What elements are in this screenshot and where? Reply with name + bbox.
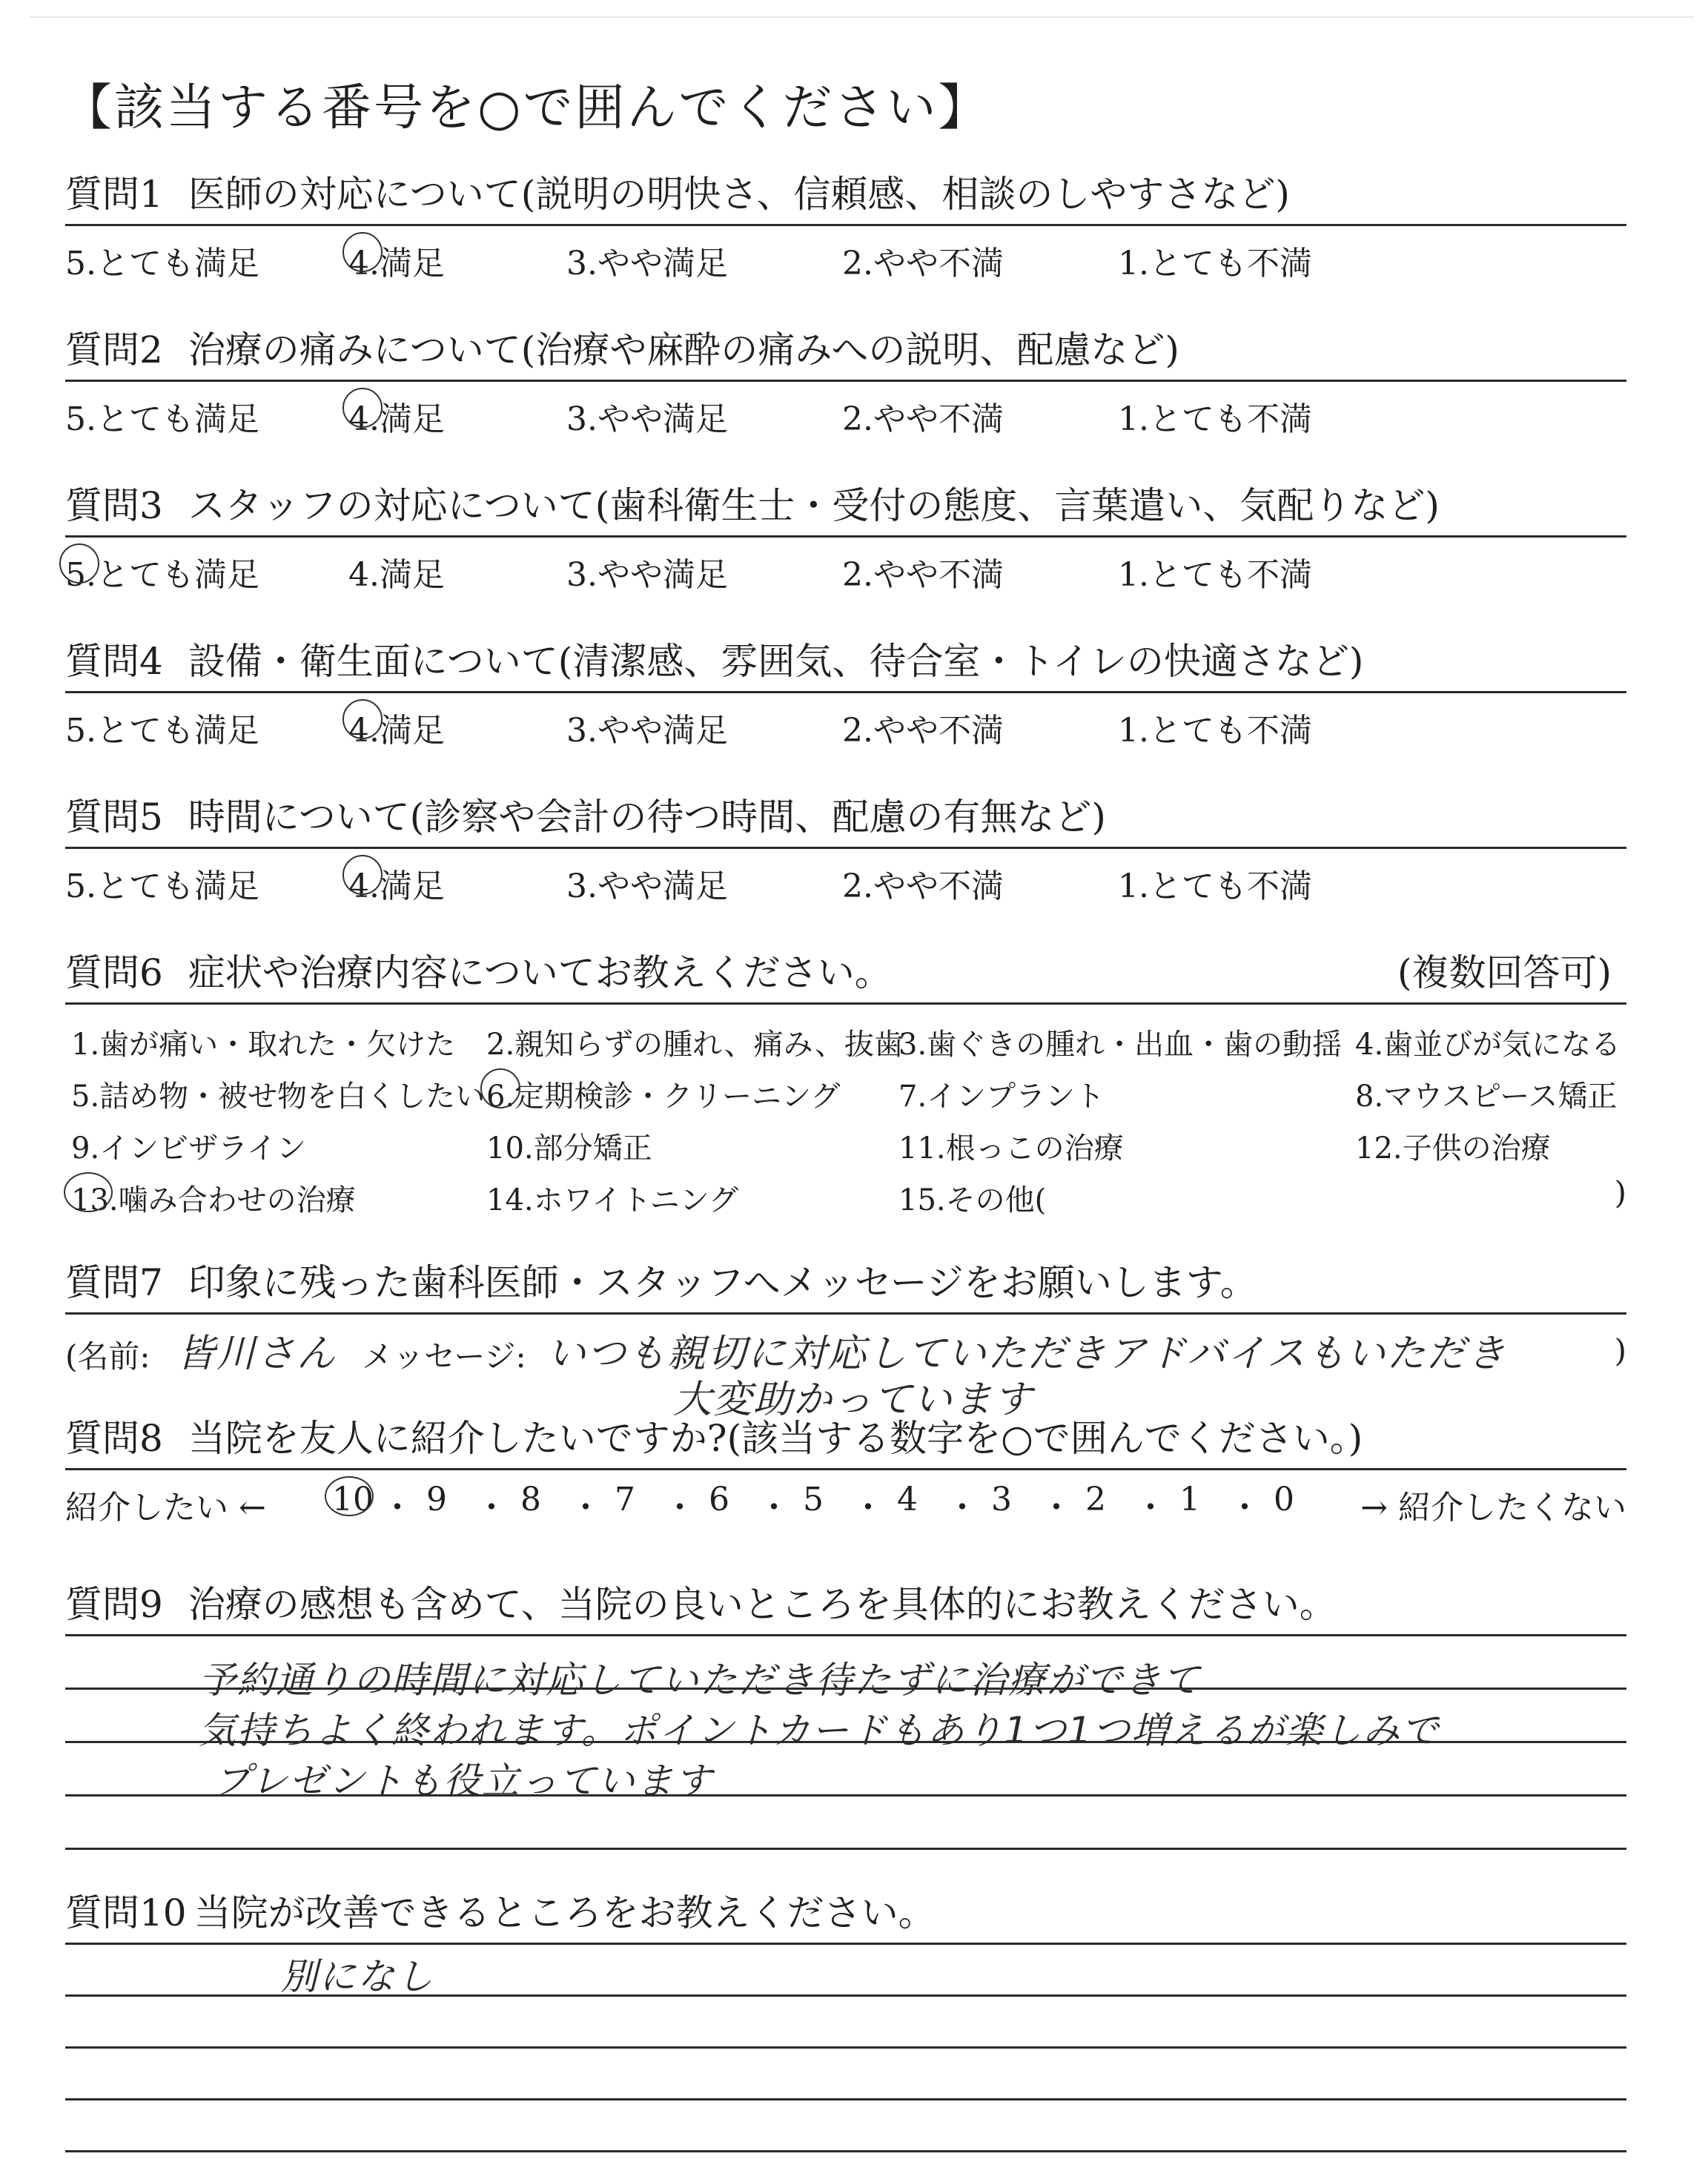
rating-option[interactable]: 2.やや不満	[842, 867, 1004, 905]
symptom-option[interactable]: 3.歯ぐきの腫れ・出血・歯の動揺	[898, 1028, 1343, 1062]
symptom-option[interactable]: 6.定期検診・クリーニング	[486, 1073, 840, 1115]
symptom-options	[65, 1015, 1626, 1237]
rating-option[interactable]: 4.満足	[348, 392, 445, 440]
question-number: 質問4	[65, 640, 163, 683]
question-4	[65, 632, 1626, 750]
symptom-option[interactable]: 12.子供の治療	[1355, 1131, 1551, 1166]
scale-number[interactable]: 8	[520, 1481, 541, 1518]
answer-circle-mark	[342, 699, 383, 739]
question-2	[65, 320, 1626, 438]
scale-number[interactable]: 1	[1179, 1481, 1200, 1518]
question-heading	[65, 320, 1626, 382]
multiple-answers-note: (複数回答可)	[1397, 951, 1612, 994]
scale-number[interactable]: 7	[615, 1481, 635, 1518]
scale-separator-dot: ・	[1134, 1489, 1167, 1527]
message-label: メッセージ:	[362, 1338, 526, 1375]
question-number: 質問9	[65, 1583, 163, 1626]
answer-handwritten-line-3: プレゼントも役立っています	[214, 1759, 713, 1802]
question-heading	[65, 476, 1626, 538]
question-heading	[65, 1409, 1626, 1470]
symptom-option[interactable]: 1.歯が痛い・取れた・欠けた	[71, 1028, 456, 1062]
scale-number[interactable]: 10	[332, 1481, 374, 1518]
scale-separator-dot: ・	[946, 1489, 979, 1527]
rating-option[interactable]: 1.とても不満	[1118, 867, 1312, 905]
rating-option[interactable]: 2.やや不満	[842, 245, 1004, 282]
scale-number[interactable]: 3	[991, 1481, 1012, 1518]
rating-option[interactable]: 4.満足	[348, 556, 445, 594]
rating-option[interactable]: 4.満足	[348, 859, 445, 907]
question-number: 質問1	[65, 173, 163, 216]
symptom-option[interactable]: 2.親知らずの腫れ、痛み、抜歯	[486, 1028, 904, 1062]
answer-rule	[65, 2150, 1626, 2152]
rating-option[interactable]: 2.やや不満	[842, 556, 1004, 594]
answer-rule	[65, 1634, 1626, 1636]
rating-option[interactable]: 3.やや満足	[566, 867, 728, 905]
answer-circle-mark	[342, 388, 383, 428]
symptom-option[interactable]: 10.部分矯正	[486, 1131, 652, 1166]
rating-option[interactable]: 1.とても不満	[1118, 556, 1312, 594]
scale-separator-dot: ・	[852, 1489, 884, 1527]
question-heading	[65, 1575, 1626, 1634]
question-text: 設備・衛生面について(清潔感、雰囲気、待合室・トイレの快適さなど)	[188, 640, 1364, 683]
question-text: 症状や治療内容についてお教えください。	[188, 951, 892, 994]
question-heading	[65, 787, 1626, 849]
question-text: 当院を友人に紹介したいですか?(該当する数字を○で囲んでください。)	[188, 1417, 1363, 1460]
symptom-option[interactable]: 9.インビザライン	[71, 1131, 306, 1166]
answer-rule	[65, 2098, 1626, 2100]
rating-option[interactable]: 5.とても満足	[65, 712, 259, 750]
scale-separator-dot: ・	[758, 1489, 790, 1527]
question-text: 印象に残った歯科医師・スタッフへメッセージをお願いします。	[188, 1261, 1257, 1304]
question-3	[65, 476, 1626, 594]
rating-option[interactable]: 3.やや満足	[566, 245, 728, 282]
rating-option[interactable]: 4.満足	[348, 237, 445, 284]
rating-option[interactable]: 1.とても不満	[1118, 400, 1312, 438]
answer-circle-mark	[480, 1068, 520, 1108]
scale-number[interactable]: 2	[1085, 1481, 1106, 1518]
question-number: 質問5	[65, 796, 163, 839]
symptom-option[interactable]: 11.根っこの治療	[898, 1131, 1124, 1166]
scale-separator-dot: ・	[1228, 1489, 1261, 1527]
rating-option[interactable]: 4.満足	[348, 704, 445, 751]
answer-rule	[65, 1848, 1626, 1850]
question-8	[65, 1409, 1626, 1533]
symptom-option[interactable]: 15.その他(	[898, 1183, 1047, 1217]
answer-handwritten: 別になし	[280, 1955, 434, 1998]
rating-option[interactable]: 5.とても満足	[65, 245, 259, 282]
other-close-paren: )	[1614, 1174, 1626, 1211]
answer-circle-mark	[59, 543, 99, 584]
question-9	[65, 1575, 1626, 1901]
question-heading	[65, 1883, 1626, 1943]
answer-lines	[65, 1943, 1626, 2165]
answer-circle-mark	[342, 232, 383, 272]
scale-left-label: 紹介したい ←	[65, 1489, 266, 1527]
page-title: 【該当する番号を○で囲んでください】	[62, 79, 990, 136]
rating-options	[65, 237, 1626, 282]
rating-option[interactable]: 1.とても不満	[1118, 712, 1312, 750]
rating-option[interactable]: 1.とても不満	[1118, 245, 1312, 282]
question-number: 質問2	[65, 328, 163, 371]
scale-right-label: → 紹介したくない	[1360, 1489, 1626, 1527]
question-5	[65, 787, 1626, 905]
scale-separator-dot: ・	[381, 1489, 414, 1527]
symptom-option[interactable]: 5.詰め物・被せ物を白くしたい	[71, 1080, 486, 1114]
name-label: (名前:	[65, 1338, 150, 1375]
recommend-scale	[65, 1481, 1626, 1533]
symptom-option[interactable]: 14.ホワイトニング	[486, 1183, 739, 1217]
rating-option[interactable]: 5.とても満足	[65, 400, 259, 438]
answer-rule	[65, 1943, 1626, 1945]
answer-lines	[65, 1634, 1626, 1901]
message-handwritten-line-2: 大変助かっています	[673, 1378, 1034, 1422]
question-text: 時間について(診察や会計の待つ時間、配慮の有無など)	[188, 796, 1106, 839]
top-border	[30, 16, 1693, 18]
answer-circle-mark	[342, 855, 383, 895]
scale-separator-dot: ・	[1040, 1489, 1073, 1527]
question-heading	[65, 1253, 1626, 1315]
question-number: 質問7	[65, 1261, 163, 1304]
rating-options	[65, 859, 1626, 905]
scale-separator-dot: ・	[569, 1489, 602, 1527]
symptom-option[interactable]: 4.歯並びが気になる	[1355, 1028, 1621, 1062]
symptom-option[interactable]: 13.噛み合わせの治療	[71, 1177, 356, 1219]
question-7	[65, 1253, 1626, 1433]
answer-rule	[65, 2046, 1626, 2049]
scale-number[interactable]: 5	[803, 1481, 824, 1518]
question-text: スタッフの対応について(歯科衛生士・受付の態度、言葉遣い、気配りなど)	[188, 484, 1440, 527]
rating-options	[65, 392, 1626, 438]
question-6	[65, 943, 1626, 1237]
scale-number[interactable]: 6	[709, 1481, 729, 1518]
question-10	[65, 1883, 1626, 2165]
scale-separator-dot: ・	[475, 1489, 508, 1527]
scale-number[interactable]: 0	[1274, 1481, 1294, 1518]
message-handwritten-line-1: いつも親切に対応していただきアドバイスもいただき	[547, 1332, 1507, 1376]
question-heading	[65, 165, 1626, 226]
answer-circle-mark	[325, 1476, 374, 1516]
rating-option[interactable]: 5.とても満足	[65, 867, 259, 905]
question-heading	[65, 943, 1626, 1005]
scale-number[interactable]: 9	[426, 1481, 447, 1518]
question-number: 質問6	[65, 951, 163, 994]
question-text: 当院が改善できるところをお教えください。	[193, 1891, 936, 1934]
rating-option[interactable]: 5.とても満足	[65, 548, 259, 595]
question-text: 治療の痛みについて(治療や麻酔の痛みへの説明、配慮など)	[188, 328, 1179, 371]
question-number: 質問8	[65, 1417, 163, 1460]
symptom-option[interactable]: 7.インプラント	[898, 1080, 1105, 1114]
rating-option[interactable]: 2.やや不満	[842, 400, 1004, 438]
question-number: 質問3	[65, 484, 163, 527]
rating-option[interactable]: 2.やや不満	[842, 712, 1004, 750]
rating-options	[65, 704, 1626, 750]
answer-handwritten-line-2: 気持ちよく終われます。ポイントカードもあり1つ1つ増えるが楽しみで	[199, 1709, 1440, 1752]
rating-options	[65, 548, 1626, 594]
question-text: 医師の対応について(説明の明快さ、信頼感、相談のしやすさなど)	[188, 173, 1290, 216]
name-handwritten: 皆川さん	[176, 1332, 337, 1376]
symptom-option[interactable]: 8.マウスピース矯正	[1355, 1080, 1618, 1114]
rating-option[interactable]: 3.やや満足	[566, 712, 728, 750]
question-heading	[65, 632, 1626, 693]
scale-separator-dot: ・	[663, 1489, 696, 1527]
answer-circle-mark	[64, 1172, 113, 1212]
question-text: 治療の感想も含めて、当院の良いところを具体的にお教えください。	[188, 1583, 1337, 1626]
answer-handwritten-line-1: 予約通りの時間に対応していただき待たずに治療ができて	[199, 1659, 1201, 1702]
scale-number[interactable]: 4	[897, 1481, 918, 1518]
rating-option[interactable]: 3.やや満足	[566, 556, 728, 594]
rating-option[interactable]: 3.やや満足	[566, 400, 728, 438]
question-1	[65, 165, 1626, 282]
question-number: 質問10	[65, 1891, 187, 1934]
close-paren: )	[1614, 1332, 1626, 1369]
